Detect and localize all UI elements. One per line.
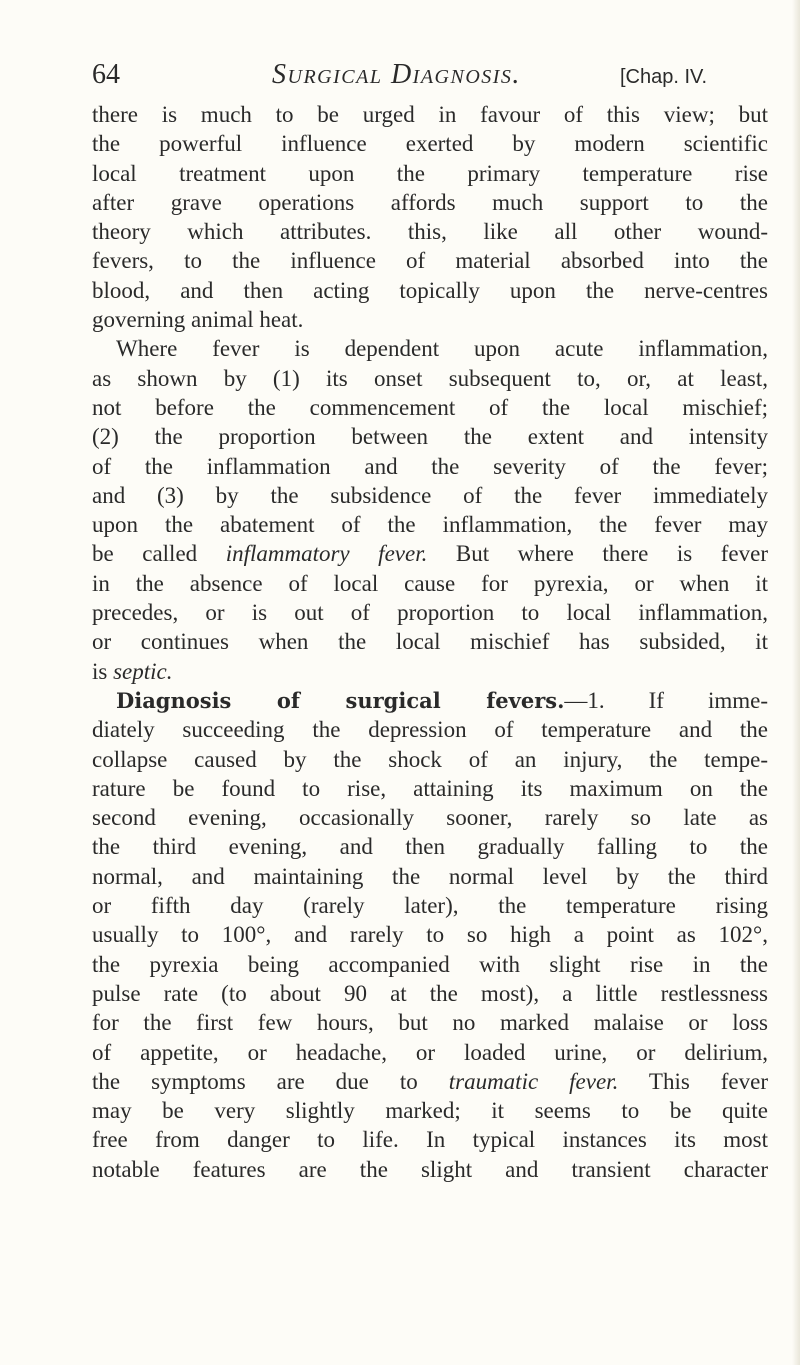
text-line: blood, and then acting topically upon the nerve-centres (92, 277, 768, 303)
text-line: and (3) by the subsidence of the fever immediately (92, 482, 768, 508)
text-line: as shown by (1) its onset subsequent to, or, at least, (92, 365, 768, 391)
text-line: for the first few hours, but no marked malaise or loss (92, 1010, 768, 1036)
term-inflammatory-fever: inflammatory fever. (225, 541, 428, 567)
text-line: (2) the proportion between the extent and intensity (92, 424, 768, 450)
text-line: there is much to be urged in favour of this view; but (92, 102, 768, 127)
page-header (92, 58, 772, 98)
text-line (92, 657, 768, 686)
text-line: upon the abatement of the inflammation, the fever may (92, 512, 768, 538)
text-line: in the absence of local cause for pyrexia, or when it (92, 570, 768, 596)
body-text (92, 100, 768, 1184)
text-line: the pyrexia being accompanied with slight rise in the (92, 951, 768, 977)
text-line: fevers, to the influence of material absorbed into the (92, 248, 768, 274)
section-heading: Diagnosis of surgical fevers. (116, 687, 565, 713)
text-line (92, 539, 768, 568)
text-line: the powerful influence exerted by modern scientific (92, 131, 768, 157)
text-line: of appetite, or headache, or loaded urine, or delirium, (92, 1039, 768, 1065)
text-line: or fifth day (rarely later), the temperature rising (92, 893, 768, 919)
text-run: is (92, 658, 114, 684)
text-line: or continues when the local mischief has subsided, it (92, 629, 768, 655)
text-line: may be very slightly marked; it seems to be quite (92, 1098, 768, 1124)
text-line: pulse rate (to about 90 at the most), a little restlessness (92, 980, 768, 1006)
text-line: free from danger to life. In typical instances its most (92, 1127, 768, 1153)
text-line: of the inflammation and the severity of the fever; (92, 453, 768, 479)
text-run: —1. If imme- (564, 687, 768, 713)
text-line (92, 686, 768, 715)
text-line: after grave operations affords much support to the (92, 189, 768, 215)
text-run: be called (92, 541, 226, 567)
page-number: 64 (92, 59, 120, 90)
text-line: local treatment upon the primary temperature rise (92, 160, 768, 186)
text-line: usually to 100°, and rarely to so high a point as 102°, (92, 922, 768, 948)
text-line: rature be found to rise, attaining its maximum on the (92, 775, 768, 801)
text-line: Where fever is dependent upon acute inflammation, (116, 336, 768, 362)
text-line: diately succeeding the depression of temperature and the (92, 717, 768, 743)
text-line: second evening, occasionally sooner, rarely so late as (92, 805, 768, 831)
running-title: Surgical Diagnosis. (272, 59, 521, 90)
text-line: normal, and maintaining the normal level by the third (92, 863, 768, 889)
text-run: This fever (618, 1068, 768, 1094)
text-run: the symptoms are due to (92, 1068, 449, 1094)
text-line: collapse caused by the shock of an injury, the tempe- (92, 746, 768, 772)
text-line (92, 1067, 768, 1096)
text-line: governing animal heat. (92, 307, 304, 333)
term-traumatic-fever: traumatic fever. (448, 1068, 619, 1094)
text-line: the third evening, and then gradually falling to the (92, 834, 768, 860)
text-line: not before the commencement of the local mischief; (92, 394, 768, 420)
page-edge (792, 0, 800, 1365)
term-septic: septic. (113, 658, 173, 684)
text-run: But where there is fever (427, 541, 769, 567)
text-line: precedes, or is out of proportion to local inflammation, (92, 600, 768, 626)
text-line: theory which attributes. this, like all other wound- (92, 219, 768, 245)
text-line: notable features are the slight and transient character (92, 1156, 768, 1182)
chapter-label: [Chap. IV. (620, 66, 708, 88)
